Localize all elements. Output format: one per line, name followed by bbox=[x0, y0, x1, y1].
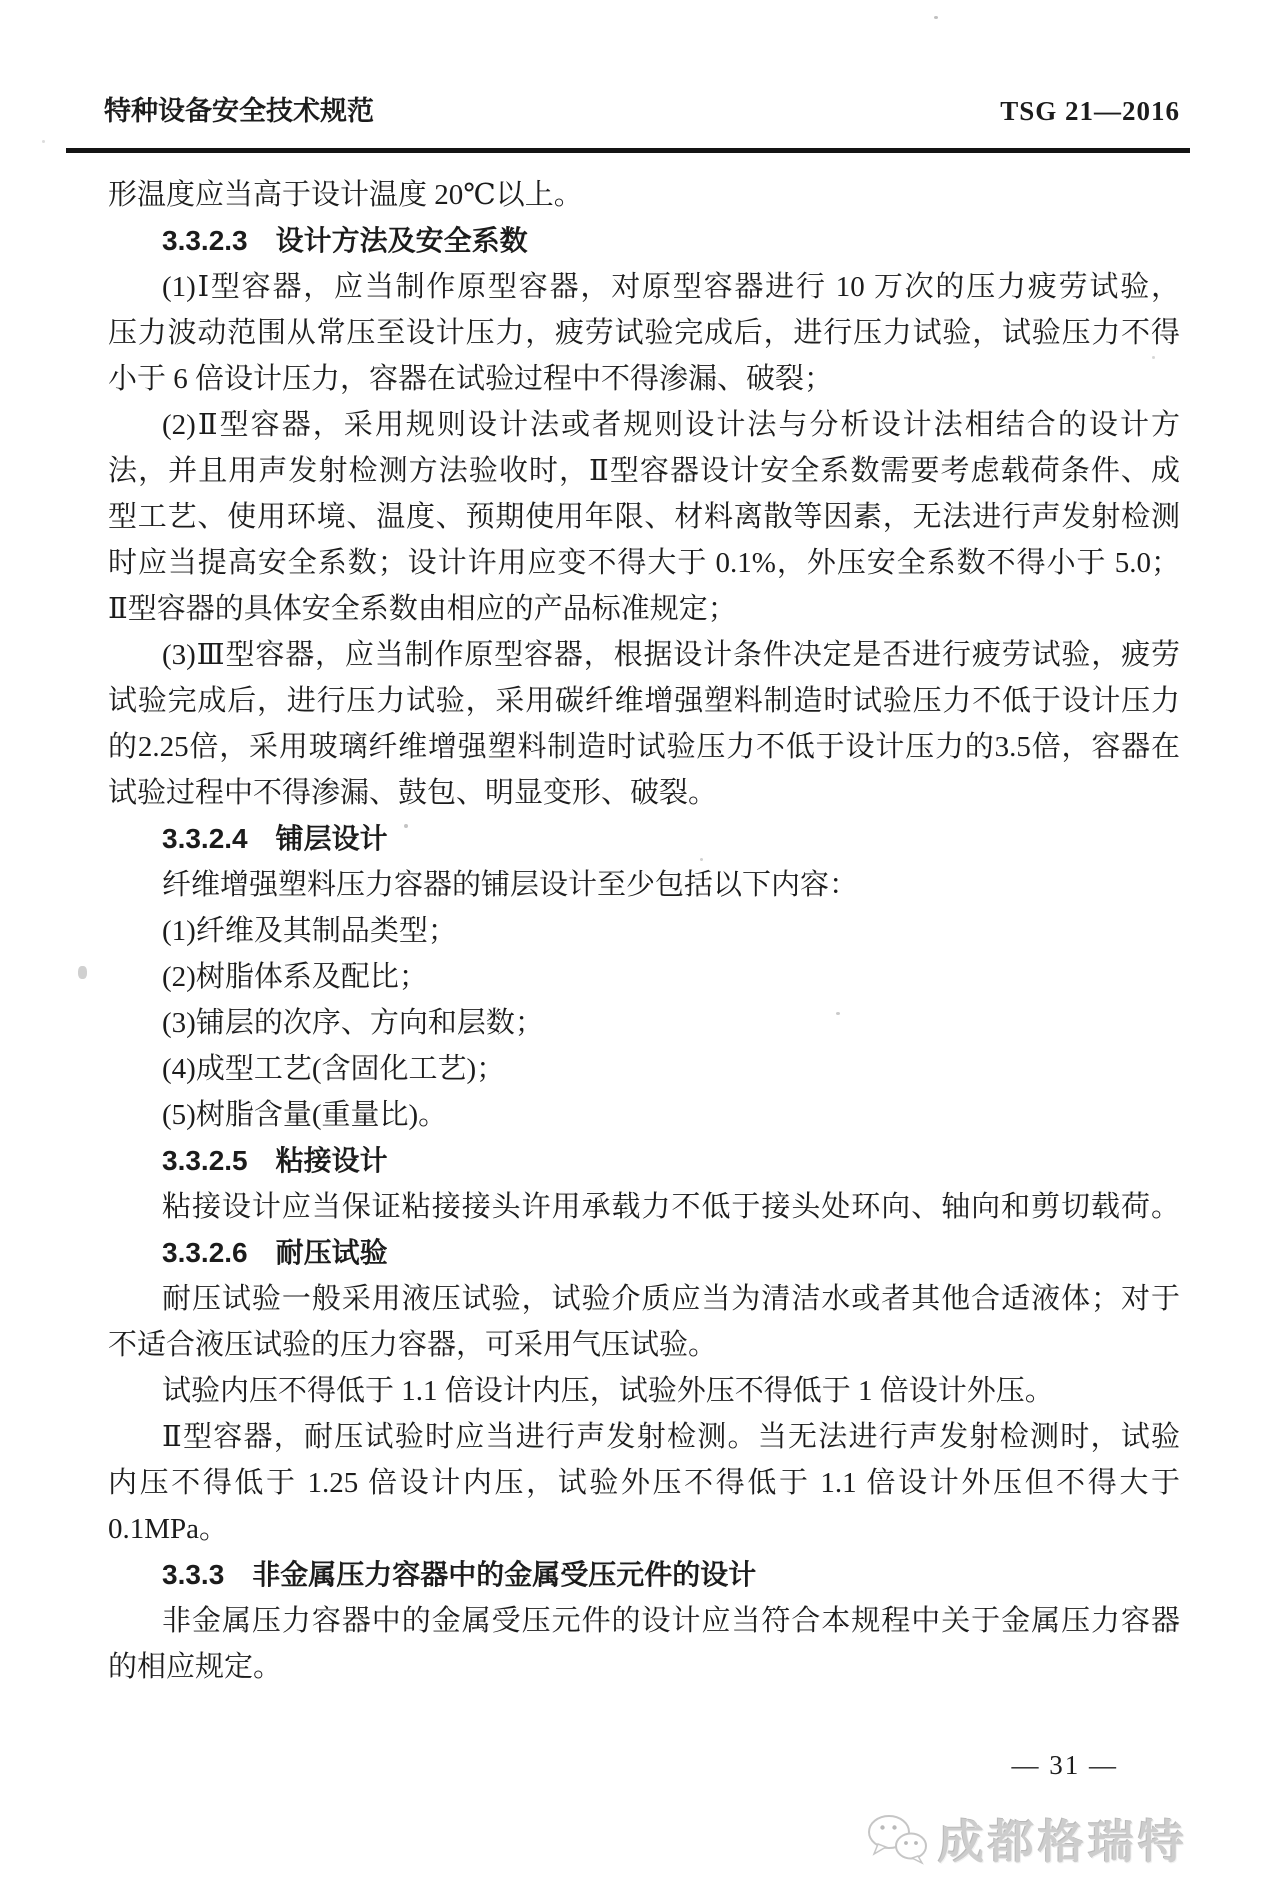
text-line: (1)Ⅰ型容器，应当制作原型容器，对原型容器进行 10 万次的压力疲劳试验， bbox=[162, 271, 1180, 303]
scan-speck bbox=[1152, 356, 1155, 359]
text-line: 非金属压力容器中的金属受压元件的设计应当符合本规程中关于金属压力容器 bbox=[162, 1605, 1180, 1637]
text-line: 0.1MPa。 bbox=[108, 1513, 229, 1545]
text-line: 型工艺、使用环境、温度、预期使用年限、材料离散等因素，无法进行声发射检测 bbox=[108, 501, 1180, 533]
text-line: (2)树脂体系及配比； bbox=[162, 961, 428, 993]
header-title: 特种设备安全技术规范 bbox=[104, 96, 374, 126]
text-line: (3)铺层的次序、方向和层数； bbox=[162, 1007, 544, 1039]
text-line: 试验过程中不得渗漏、鼓包、明显变形、破裂。 bbox=[108, 777, 718, 809]
text-line: 压力波动范围从常压至设计压力，疲劳试验完成后，进行压力试验，试验压力不得 bbox=[108, 317, 1180, 349]
section-heading: 3.3.2.6 耐压试验 bbox=[162, 1237, 388, 1268]
section-heading: 3.3.3 非金属压力容器中的金属受压元件的设计 bbox=[162, 1559, 757, 1590]
scan-speck bbox=[836, 1012, 840, 1015]
text-line: (3)Ⅲ型容器，应当制作原型容器，根据设计条件决定是否进行疲劳试验，疲劳 bbox=[162, 639, 1180, 671]
section-heading: 3.3.2.5 粘接设计 bbox=[162, 1145, 388, 1176]
text-line: 粘接设计应当保证粘接接头许用承载力不低于接头处环向、轴向和剪切载荷。 bbox=[162, 1191, 1180, 1223]
watermark-text: 成都格瑞特 bbox=[938, 1816, 1188, 1868]
text-line: 法，并且用声发射检测方法验收时，Ⅱ型容器设计安全系数需要考虑载荷条件、成 bbox=[108, 455, 1180, 487]
text-line: 的2.25倍，采用玻璃纤维增强塑料制造时试验压力不低于设计压力的3.5倍，容器在 bbox=[108, 731, 1180, 763]
text-line: (5)树脂含量(重量比)。 bbox=[162, 1099, 448, 1131]
text-line: 形温度应当高于设计温度 20℃以上。 bbox=[108, 179, 583, 211]
scan-speck bbox=[934, 16, 938, 19]
text-line: 小于 6 倍设计压力，容器在试验过程中不得渗漏、破裂； bbox=[108, 363, 834, 395]
text-line: 试验完成后，进行压力试验，采用碳纤维增强塑料制造时试验压力不低于设计压力 bbox=[108, 685, 1180, 717]
text-line: Ⅱ型容器的具体安全系数由相应的产品标准规定； bbox=[108, 593, 737, 625]
page-number: — 31 — bbox=[1011, 1750, 1118, 1780]
scan-speck bbox=[700, 858, 703, 861]
header-rule bbox=[66, 148, 1190, 153]
scan-speck bbox=[404, 824, 408, 828]
text-line: 内压不得低于 1.25 倍设计内压，试验外压不得低于 1.1 倍设计外压但不得大于 bbox=[108, 1467, 1180, 1499]
header-doc-code: TSG 21—2016 bbox=[1000, 96, 1180, 126]
text-line: Ⅱ型容器，耐压试验时应当进行声发射检测。当无法进行声发射检测时，试验 bbox=[162, 1421, 1180, 1453]
text-line: 时应当提高安全系数；设计许用应变不得大于 0.1%，外压安全系数不得小于 5.0； bbox=[108, 547, 1180, 579]
scan-speck bbox=[78, 966, 87, 979]
watermark bbox=[866, 1806, 1188, 1872]
text-line: 不适合液压试验的压力容器，可采用气压试验。 bbox=[108, 1329, 718, 1361]
text-line: (1)纤维及其制品类型； bbox=[162, 915, 457, 947]
document-body bbox=[108, 172, 1180, 1690]
wechat-icon bbox=[866, 1813, 930, 1865]
scan-speck bbox=[42, 140, 45, 143]
section-heading: 3.3.2.3 设计方法及安全系数 bbox=[162, 225, 528, 256]
text-line: 的相应规定。 bbox=[108, 1651, 283, 1683]
text-line: 试验内压不得低于 1.1 倍设计内压，试验外压不得低于 1 倍设计外压。 bbox=[162, 1375, 1054, 1407]
text-line: 纤维增强塑料压力容器的铺层设计至少包括以下内容： bbox=[162, 869, 859, 901]
text-line: (4)成型工艺(含固化工艺)； bbox=[162, 1053, 506, 1085]
page-header bbox=[104, 95, 1180, 127]
text-line: (2)Ⅱ型容器，采用规则设计法或者规则设计法与分析设计法相结合的设计方 bbox=[162, 409, 1180, 441]
section-heading: 3.3.2.4 铺层设计 bbox=[162, 823, 388, 854]
text-line: 耐压试验一般采用液压试验，试验介质应当为清洁水或者其他合适液体；对于 bbox=[162, 1283, 1180, 1315]
